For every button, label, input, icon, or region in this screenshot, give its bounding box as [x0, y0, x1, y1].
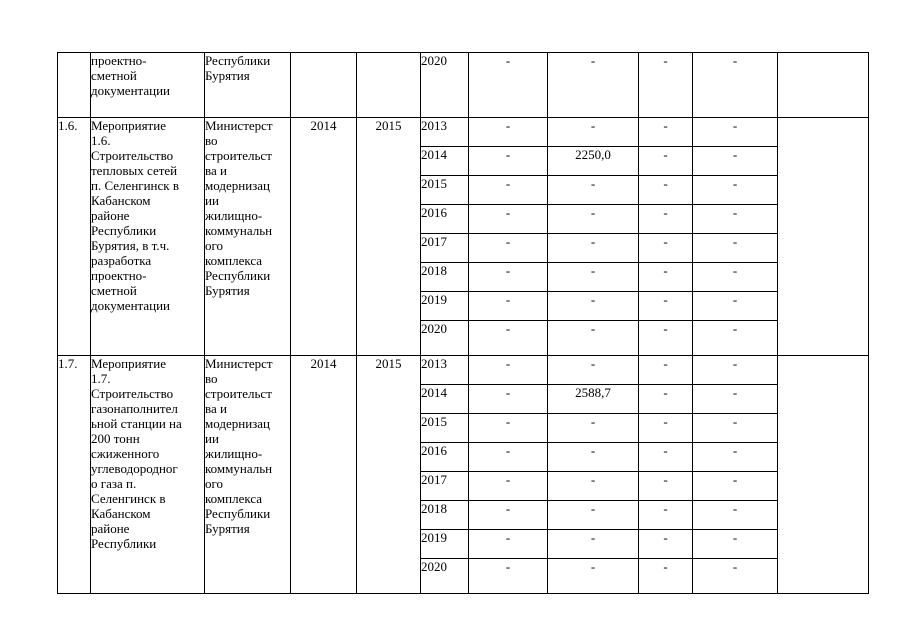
end-year-cell: 2015 [357, 356, 421, 594]
value-cell: - [469, 263, 548, 292]
value-cell: - [548, 530, 639, 559]
value-cell: - [639, 443, 693, 472]
year-cell: 2014 [421, 385, 469, 414]
value-cell: - [548, 205, 639, 234]
year-cell: 2014 [421, 147, 469, 176]
year-cell: 2020 [421, 53, 469, 118]
value-cell: - [639, 530, 693, 559]
value-cell: - [639, 147, 693, 176]
value-cell: - [639, 501, 693, 530]
value-cell: - [639, 321, 693, 356]
measure-number-cell: 1.7. [58, 356, 91, 594]
year-cell: 2018 [421, 263, 469, 292]
value-cell: - [469, 414, 548, 443]
value-cell: - [469, 118, 548, 147]
value-cell: - [548, 292, 639, 321]
year-cell: 2015 [421, 414, 469, 443]
table-body [58, 53, 869, 594]
value-cell: - [469, 292, 548, 321]
program-measures-table [57, 52, 869, 594]
value-cell: - [693, 559, 778, 594]
value-cell: - [469, 147, 548, 176]
value-cell: - [639, 234, 693, 263]
value-cell: - [548, 176, 639, 205]
value-cell: - [693, 53, 778, 118]
value-cell: - [548, 321, 639, 356]
value-cell: - [548, 472, 639, 501]
value-cell: - [693, 263, 778, 292]
value-cell: - [469, 501, 548, 530]
value-cell: - [693, 414, 778, 443]
value-cell: - [469, 530, 548, 559]
value-cell: - [469, 385, 548, 414]
year-cell: 2017 [421, 472, 469, 501]
value-cell: - [639, 176, 693, 205]
value-cell: - [693, 385, 778, 414]
value-cell: - [548, 559, 639, 594]
responsible-executor-cell: Министерст во строительст ва и модернизац ии жилищно- коммунальн ого комплекса Республики Бурятия [205, 118, 291, 356]
value-cell: - [469, 321, 548, 356]
empty-cell [778, 53, 869, 118]
measure-description-cell: Мероприятие 1.6. Строительство тепловых сетей п. Селенгинск в Кабанском районе Республики Бурятия, в т.ч. разработка проектно- сметной документации [91, 118, 205, 356]
year-cell: 2013 [421, 356, 469, 385]
value-cell: - [693, 118, 778, 147]
value-cell: - [693, 472, 778, 501]
value-cell: - [639, 356, 693, 385]
value-cell: - [469, 472, 548, 501]
end-year-cell [357, 53, 421, 118]
value-cell: - [639, 118, 693, 147]
year-cell: 2019 [421, 292, 469, 321]
value-cell: - [693, 205, 778, 234]
value-cell: - [693, 176, 778, 205]
value-cell: - [639, 559, 693, 594]
value-cell: - [548, 263, 639, 292]
value-cell: - [469, 559, 548, 594]
value-cell: - [639, 472, 693, 501]
measure-description-cell: проектно- сметной документации [91, 53, 205, 118]
start-year-cell [291, 53, 357, 118]
value-cell: - [693, 321, 778, 356]
responsible-executor-cell: Министерст во строительст ва и модернизац ии жилищно- коммунальн ого комплекса Республики Бурятия [205, 356, 291, 594]
value-cell: - [469, 443, 548, 472]
value-cell: - [548, 53, 639, 118]
value-cell: - [548, 443, 639, 472]
year-cell: 2016 [421, 443, 469, 472]
table-row [58, 118, 869, 147]
value-cell: - [639, 385, 693, 414]
year-cell: 2013 [421, 118, 469, 147]
value-cell: - [548, 118, 639, 147]
table-row [58, 356, 869, 385]
value-cell: - [693, 501, 778, 530]
value-cell: - [469, 53, 548, 118]
value-cell: - [469, 205, 548, 234]
responsible-executor-cell: Республики Бурятия [205, 53, 291, 118]
end-year-cell: 2015 [357, 118, 421, 356]
value-cell: - [639, 263, 693, 292]
year-cell: 2017 [421, 234, 469, 263]
value-cell: - [469, 176, 548, 205]
empty-cell [778, 356, 869, 594]
value-cell: 2250,0 [548, 147, 639, 176]
continuation-row [58, 53, 869, 118]
start-year-cell: 2014 [291, 118, 357, 356]
value-cell: - [639, 53, 693, 118]
value-cell: - [469, 234, 548, 263]
value-cell: - [548, 356, 639, 385]
value-cell: - [639, 414, 693, 443]
value-cell: - [548, 414, 639, 443]
value-cell: - [693, 443, 778, 472]
value-cell: - [639, 205, 693, 234]
year-cell: 2018 [421, 501, 469, 530]
value-cell: - [693, 292, 778, 321]
year-cell: 2016 [421, 205, 469, 234]
value-cell: - [693, 356, 778, 385]
value-cell: - [693, 530, 778, 559]
value-cell: - [548, 234, 639, 263]
year-cell: 2020 [421, 321, 469, 356]
year-cell: 2019 [421, 530, 469, 559]
measure-number-cell [58, 53, 91, 118]
empty-cell [778, 118, 869, 356]
year-cell: 2015 [421, 176, 469, 205]
value-cell: - [469, 356, 548, 385]
value-cell: - [693, 147, 778, 176]
start-year-cell: 2014 [291, 356, 357, 594]
year-cell: 2020 [421, 559, 469, 594]
value-cell: - [693, 234, 778, 263]
measure-number-cell: 1.6. [58, 118, 91, 356]
value-cell: - [639, 292, 693, 321]
value-cell: 2588,7 [548, 385, 639, 414]
value-cell: - [548, 501, 639, 530]
measure-description-cell: Мероприятие 1.7. Строительство газонаполнител ьной станции на 200 тонн сжиженного углеводородног о газа п. Селенгинск в Кабанском районе Республики [91, 356, 205, 594]
